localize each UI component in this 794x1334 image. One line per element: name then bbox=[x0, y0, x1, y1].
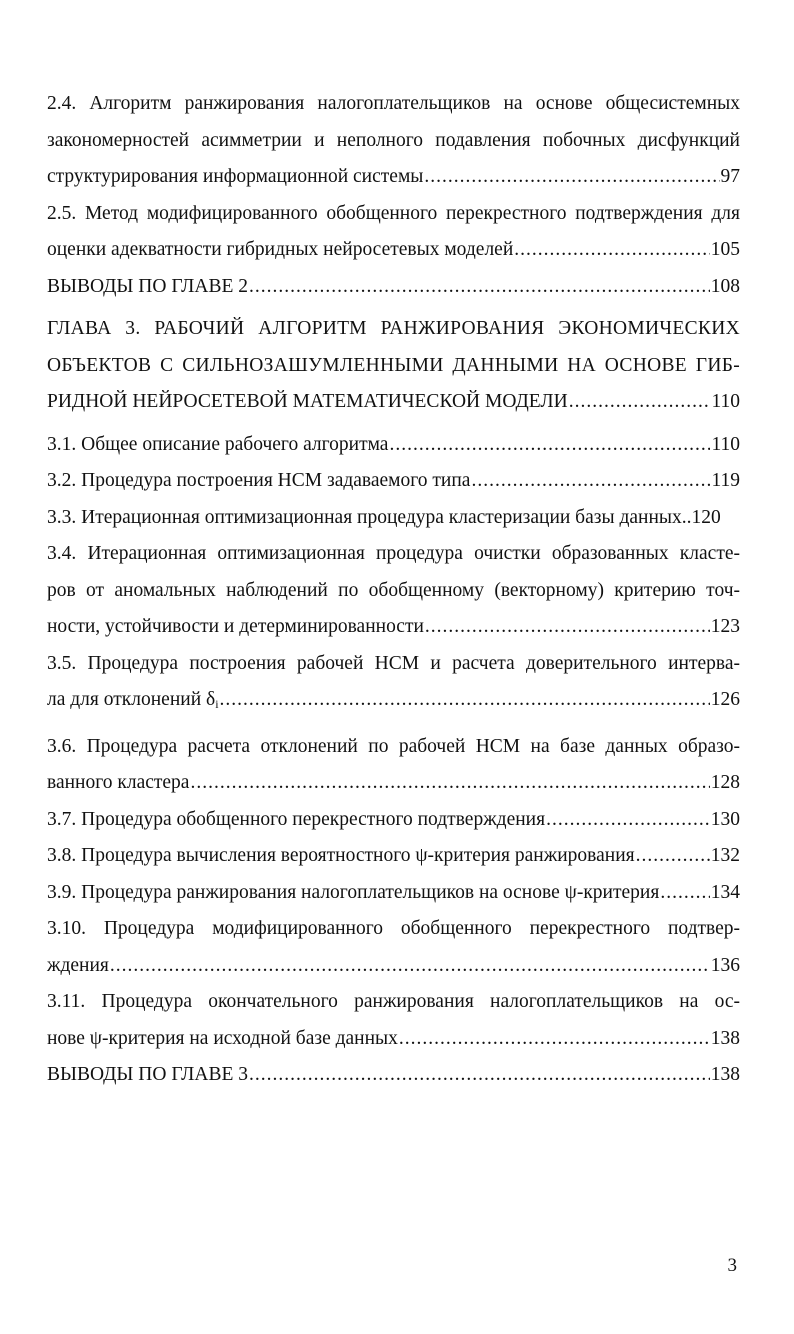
toc-entry-3-8-page: 132 bbox=[710, 845, 740, 866]
toc-entry-3-4-line1: 3.4. Итерационная оптимизационная процедура очистки образованных класте- bbox=[47, 543, 740, 564]
toc-entry-conclusions-3[interactable] bbox=[47, 1057, 740, 1094]
dot-leader bbox=[425, 609, 710, 646]
toc-entry-3-8-text: 3.8. Процедура вычисления вероятностного ψ-критерия ранжирования bbox=[47, 845, 635, 866]
toc-entry-3-11[interactable] bbox=[47, 984, 740, 1057]
toc-entry-3-10-page: 136 bbox=[710, 954, 740, 976]
dot-leader bbox=[389, 427, 710, 464]
toc-entry-2-5-line1: 2.5. Метод модифицированного обобщенного перекрестного подтверждения для bbox=[47, 202, 740, 224]
toc-entry-3-5[interactable] bbox=[47, 646, 740, 723]
toc-chapter-3[interactable] bbox=[47, 311, 740, 421]
toc-entry-3-3-text: 3.3. Итерационная оптимизационная процедура кластеризации базы данных.. bbox=[47, 506, 692, 528]
toc-entry-conclusions-2-page: 108 bbox=[710, 275, 740, 297]
toc-entry-3-6[interactable] bbox=[47, 729, 740, 802]
toc-entry-3-3-page: 120 bbox=[691, 506, 721, 528]
dot-leader bbox=[546, 802, 710, 839]
toc-entry-2-4[interactable] bbox=[47, 86, 740, 196]
toc-entry-3-3[interactable] bbox=[47, 500, 740, 537]
toc-entry-conclusions-2[interactable] bbox=[47, 269, 740, 306]
toc-entry-3-10[interactable] bbox=[47, 911, 740, 984]
toc-entry-2-4-leader bbox=[47, 159, 740, 196]
toc-entry-3-4-line2: ров от аномальных наблюдений по обобщенному (векторному) критерию точ- bbox=[47, 579, 740, 601]
toc-entry-3-9[interactable] bbox=[47, 875, 740, 912]
toc-entry-3-1-page: 110 bbox=[711, 433, 740, 455]
toc-chapter-3-line1: ГЛАВА 3. РАБОЧИЙ АЛГОРИТМ РАНЖИРОВАНИЯ ЭКОНОМИЧЕСКИХ bbox=[47, 318, 740, 339]
toc-entry-3-3-leader bbox=[47, 500, 740, 537]
toc-entry-3-11-line1: 3.11. Процедура окончательного ранжирования налогоплательщиков на ос- bbox=[47, 991, 740, 1012]
toc-entry-3-1-leader bbox=[47, 427, 740, 464]
toc-entry-3-11-page: 138 bbox=[710, 1027, 740, 1049]
toc-entry-2-5-page: 105 bbox=[710, 239, 740, 260]
toc-entry-3-10-line1: 3.10. Процедура модифицированного обобщенного перекрестного подтвер- bbox=[47, 918, 740, 939]
toc-entry-3-7-leader bbox=[47, 802, 740, 839]
page-number: 3 bbox=[727, 1255, 737, 1276]
toc-entry-2-4-line3: структурирования информационной системы bbox=[47, 166, 424, 187]
toc-entry-conclusions-3-leader bbox=[47, 1057, 740, 1094]
toc-entry-3-5-subscript: i bbox=[215, 697, 219, 711]
dot-leader bbox=[514, 232, 709, 269]
toc-entry-3-5-leader bbox=[47, 682, 740, 723]
toc-entry-3-5-line1: 3.5. Процедура построения рабочей НСМ и расчета доверительного интерва- bbox=[47, 652, 740, 674]
toc-entry-3-5-page: 126 bbox=[710, 689, 740, 710]
dot-leader bbox=[660, 875, 709, 912]
toc-entry-3-4[interactable] bbox=[47, 536, 740, 646]
dot-leader bbox=[249, 269, 710, 306]
toc-entry-2-5-leader bbox=[47, 232, 740, 269]
toc-entry-3-1[interactable] bbox=[47, 427, 740, 464]
toc-entry-3-5-line2-wrap bbox=[47, 682, 219, 723]
dot-leader bbox=[110, 948, 710, 985]
toc-entry-3-4-line3: ности, устойчивости и детерминированности bbox=[47, 616, 424, 637]
toc-entry-3-6-page: 128 bbox=[710, 772, 740, 793]
dot-leader bbox=[569, 384, 711, 421]
toc-entry-3-7[interactable] bbox=[47, 802, 740, 839]
toc-entry-3-10-leader bbox=[47, 948, 740, 985]
toc-entry-3-5-line2: ла для отклонений δ bbox=[47, 689, 216, 710]
toc-entry-3-4-leader bbox=[47, 609, 740, 646]
dot-leader bbox=[471, 463, 710, 500]
toc-entry-3-2[interactable] bbox=[47, 463, 740, 500]
toc-entry-3-6-line2: ванного кластера bbox=[47, 772, 190, 793]
toc-entry-3-2-leader bbox=[47, 463, 740, 500]
toc-entry-3-10-line2: ждения bbox=[47, 954, 109, 976]
dot-leader bbox=[399, 1021, 710, 1058]
toc-entry-3-7-text: 3.7. Процедура обобщенного перекрестного подтверждения bbox=[47, 808, 546, 830]
toc-entry-2-4-line2: закономерностей асимметрии и неполного подавления побочных дисфункций bbox=[47, 129, 740, 151]
toc-entry-2-5[interactable] bbox=[47, 196, 740, 269]
toc-entry-conclusions-3-text: ВЫВОДЫ ПО ГЛАВЕ 3 bbox=[47, 1064, 249, 1085]
dot-leader bbox=[220, 682, 710, 719]
toc-entry-3-9-page: 134 bbox=[710, 881, 740, 903]
toc-entry-3-9-leader bbox=[47, 875, 740, 912]
dot-leader bbox=[249, 1057, 710, 1094]
toc-entry-3-9-text: 3.9. Процедура ранжирования налогоплательщиков на основе ψ-критерия bbox=[47, 881, 660, 903]
toc-entry-3-8[interactable] bbox=[47, 838, 740, 875]
toc-entry-3-1-text: 3.1. Общее описание рабочего алгоритма bbox=[47, 433, 389, 455]
toc-entry-3-8-leader bbox=[47, 838, 740, 875]
dot-leader bbox=[636, 838, 710, 875]
toc-entry-conclusions-3-page: 138 bbox=[710, 1064, 740, 1085]
toc-entry-3-7-page: 130 bbox=[710, 808, 740, 830]
toc-entry-3-2-text: 3.2. Процедура построения НСМ задаваемого типа bbox=[47, 470, 471, 491]
toc-chapter-3-page: 110 bbox=[711, 391, 740, 412]
toc-entry-3-6-leader bbox=[47, 765, 740, 802]
toc-chapter-3-line2: ОБЪЕКТОВ С СИЛЬНОЗАШУМЛЕННЫМИ ДАННЫМИ НА ОСНОВЕ ГИБ- bbox=[47, 354, 740, 376]
dot-leader bbox=[424, 159, 719, 196]
toc-entry-3-2-page: 119 bbox=[711, 470, 740, 491]
toc-entry-2-4-page: 97 bbox=[720, 166, 740, 187]
toc-entry-3-11-leader bbox=[47, 1021, 740, 1058]
toc-chapter-3-line3: РИДНОЙ НЕЙРОСЕТЕВОЙ МАТЕМАТИЧЕСКОЙ МОДЕЛИ bbox=[47, 391, 568, 412]
toc-entry-2-4-line1: 2.4. Алгоритм ранжирования налогоплательщиков на основе общесистемных bbox=[47, 93, 740, 114]
toc-entry-3-4-page: 123 bbox=[710, 616, 740, 637]
toc-entry-conclusions-2-text: ВЫВОДЫ ПО ГЛАВЕ 2 bbox=[47, 275, 249, 297]
dot-leader bbox=[190, 765, 709, 802]
table-of-contents bbox=[47, 86, 740, 1094]
toc-entry-3-11-line2: нове ψ-критерия на исходной базе данных bbox=[47, 1027, 398, 1049]
toc-entry-conclusions-2-leader bbox=[47, 269, 740, 306]
toc-chapter-3-leader bbox=[47, 384, 740, 421]
toc-entry-2-5-line2: оценки адекватности гибридных нейросетевых моделей bbox=[47, 239, 514, 260]
toc-entry-3-6-line1: 3.6. Процедура расчета отклонений по рабочей НСМ на базе данных образо- bbox=[47, 735, 740, 757]
